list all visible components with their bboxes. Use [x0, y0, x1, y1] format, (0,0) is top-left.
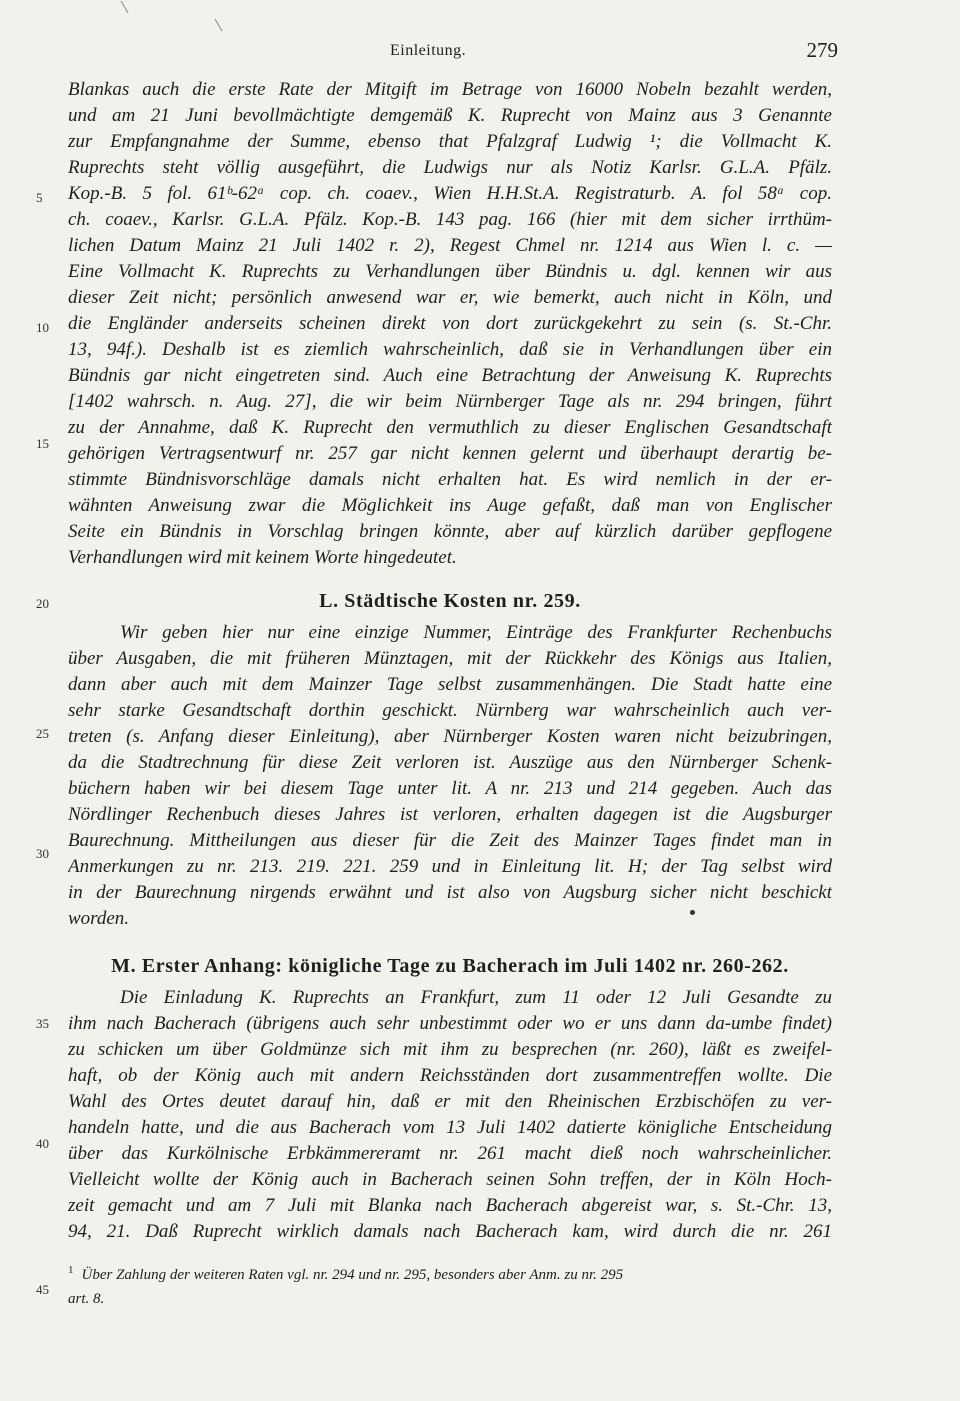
- line-number: 40: [36, 1136, 49, 1151]
- text-line: stimmte Bündnisvorschläge damals nicht erhalten hat. Es wird nemlich in der er-: [68, 469, 832, 490]
- line-number: 30: [36, 846, 49, 861]
- text-line: da die Stadtrechnung für diese Zeit verloren ist. Auszüge aus den Nürnberger Schenk-: [68, 752, 832, 773]
- text-line: haft, ob der König auch mit andern Reichsständen dort zusammentreffen wollte. Die: [68, 1065, 832, 1086]
- text-line: Verhandlungen wird mit keinem Worte hingedeutet.: [68, 547, 457, 568]
- text-line: ihm nach Bacherach (übrigens auch sehr unbestimmt oder wo er uns dann da-umbe findet): [68, 1013, 832, 1034]
- section-m-heading: M. Erster Anhang: königliche Tage zu Bacherach im Juli 1402 nr. 260-262.: [111, 955, 789, 977]
- text-line: büchern haben wir bei diesem Tage unter lit. A nr. 213 und 214 gegeben. Auch das: [68, 778, 832, 799]
- line-number: 15: [36, 436, 49, 451]
- text-line: Blankas auch die erste Rate der Mitgift im Betrage von 16000 Nobeln bezahlt werden,: [68, 79, 832, 100]
- text-line: dieser Zeit nicht; persönlich anwesend war er, wie bemerkt, auch nicht in Köln, und: [68, 287, 832, 308]
- line-number: 5: [36, 190, 43, 205]
- running-head-title: Einleitung.: [390, 42, 467, 59]
- text-line: zeit gemacht und am 7 Juli mit Blanka nach Bacherach abgereist war, s. St.-Chr. 13,: [68, 1195, 832, 1216]
- text-line: und am 21 Juni bevollmächtigte demgemäß K. Ruprecht von Mainz aus 3 Genannte: [68, 105, 832, 126]
- ink-dot: [690, 910, 695, 915]
- text-line: Nördlinger Rechenbuch dieses Jahres ist verloren, erhalten dagegen ist die Augsburger: [68, 804, 832, 825]
- footnote-text: Über Zahlung der weiteren Raten vgl. nr. 294 und nr. 295, besonders aber Anm. zu nr. 295: [81, 1267, 624, 1283]
- line-number: 35: [36, 1016, 49, 1031]
- line-number: 20: [36, 596, 49, 611]
- text-line: zu der Annahme, daß K. Ruprecht den vermuthlich zu dieser Englischen Gesandtschaft: [68, 417, 832, 438]
- text-line: [1402 wahrsch. n. Aug. 27], die wir beim Nürnberger Tage als nr. 294 bringen, führt: [68, 391, 832, 412]
- text-line: zur Empfangnahme der Summe, ebenso that Pfalzgraf Ludwig ¹; die Vollmacht K.: [68, 131, 832, 152]
- text-line: Anmerkungen zu nr. 213. 219. 221. 259 und in Einleitung lit. H; der Tag selbst wird: [68, 856, 832, 877]
- text-line: die Engländer anderseits scheinen direkt von dort zurückgekehrt zu sein (s. St.-Chr.: [68, 313, 832, 334]
- line-number: 45: [36, 1282, 49, 1297]
- text-line: über das Kurkölnische Erbkämmereramt nr. 261 macht dieß noch wahrscheinlicher.: [68, 1143, 832, 1164]
- text-line: handeln hatte, und die aus Bacherach vom 13 Juli 1402 datierte königliche Entscheidung: [68, 1117, 832, 1138]
- text-line: Seite ein Bündnis in Vorschlag bringen könnte, aber auf kürzlich darüber gepflogene: [68, 521, 832, 542]
- text-line: Eine Vollmacht K. Ruprechts zu Verhandlungen über Bündnis u. dgl. kennen wir aus: [68, 261, 832, 282]
- footnote-line: art. 8.: [68, 1291, 105, 1307]
- section-l-heading: L. Städtische Kosten nr. 259.: [319, 590, 581, 612]
- text-line: Die Einladung K. Ruprechts an Frankfurt, zum 11 oder 12 Juli Gesandte zu: [120, 987, 832, 1008]
- text-line: sehr starke Gesandtschaft dorthin geschickt. Nürnberg war wahrscheinlich auch ver-: [68, 700, 832, 721]
- text-line: über Ausgaben, die mit früheren Münztagen, mit der Rückkehr des Königs aus Italien,: [68, 648, 832, 669]
- scan-mark: [121, 1, 129, 14]
- text-line: 13, 94f.). Deshalb ist es ziemlich wahrscheinlich, daß sie in Verhandlungen über ein: [68, 339, 832, 360]
- footnote-line: [68, 1258, 832, 1287]
- line-number: 10: [36, 320, 49, 335]
- text-line: lichen Datum Mainz 21 Juli 1402 r. 2), Regest Chmel nr. 1214 aus Wien l. c. —: [68, 235, 832, 256]
- section-l-text: [68, 620, 832, 932]
- section-m-text: [68, 985, 832, 1245]
- text-line: treten (s. Anfang dieser Einleitung), aber Nürnberger Kosten waren nicht beizubringen,: [68, 726, 832, 747]
- footnote: [68, 1258, 832, 1311]
- text-line: Baurechnung. Mittheilungen aus dieser für die Zeit des Mainzer Tages findet man in: [68, 830, 832, 851]
- text-line: Kop.-B. 5 fol. 61ᵇ-62ᵃ cop. ch. coaev., Wien H.H.St.A. Registraturb. A. fol 58ᵃ cop.: [68, 183, 832, 204]
- text-line: in der Baurechnung nirgends erwähnt und ist also von Augsburg sicher nicht beschickt: [68, 882, 832, 903]
- text-line: dann aber auch mit dem Mainzer Tage selbst zusammenhängen. Die Stadt hatte eine: [68, 674, 832, 695]
- text-line: 94, 21. Daß Ruprecht wirklich damals nach Bacherach kam, wird durch die nr. 261: [68, 1221, 832, 1242]
- text-line: Wir geben hier nur eine einzige Nummer, Einträge des Frankfurter Rechenbuchs: [120, 622, 832, 643]
- section-k-text: [68, 77, 832, 571]
- text-line: Vielleicht wollte der König auch in Bacherach seinen Sohn treffen, der in Köln Hoch-: [68, 1169, 832, 1190]
- page-number: 279: [806, 38, 838, 62]
- text-line: Ruprechts steht völlig ausgeführt, die Ludwigs nur als Notiz Karlsr. G.L.A. Pfälz.: [68, 157, 832, 178]
- text-line: Wahl des Ortes deutet darauf hin, daß er mit den Rheinischen Erzbischöfen zu ver-: [68, 1091, 832, 1112]
- line-number: 25: [36, 726, 49, 741]
- text-line: gehörigen Vertragsentwurf nr. 257 gar nicht kennen gelernt und überhaupt derartig be-: [68, 443, 832, 464]
- text-line: Bündnis gar nicht eingetreten sind. Auch eine Betrachtung der Anweisung K. Ruprechts: [68, 365, 832, 386]
- text-line: wähnten Anweisung zwar die Möglichkeit ins Auge gefaßt, daß man von Englischer: [68, 495, 832, 516]
- text-line: ch. coaev., Karlsr. G.L.A. Pfälz. Kop.-B. 143 pag. 166 (hier mit dem sicher irrthüm-: [68, 209, 832, 230]
- footnote-marker: 1: [68, 1264, 74, 1276]
- scan-mark: [215, 19, 223, 32]
- running-head: [0, 38, 960, 62]
- text-line: zu schicken um über Goldmünze sich mit ihm zu besprechen (nr. 260), läßt es zweifel-: [68, 1039, 832, 1060]
- text-line: worden.: [68, 908, 130, 929]
